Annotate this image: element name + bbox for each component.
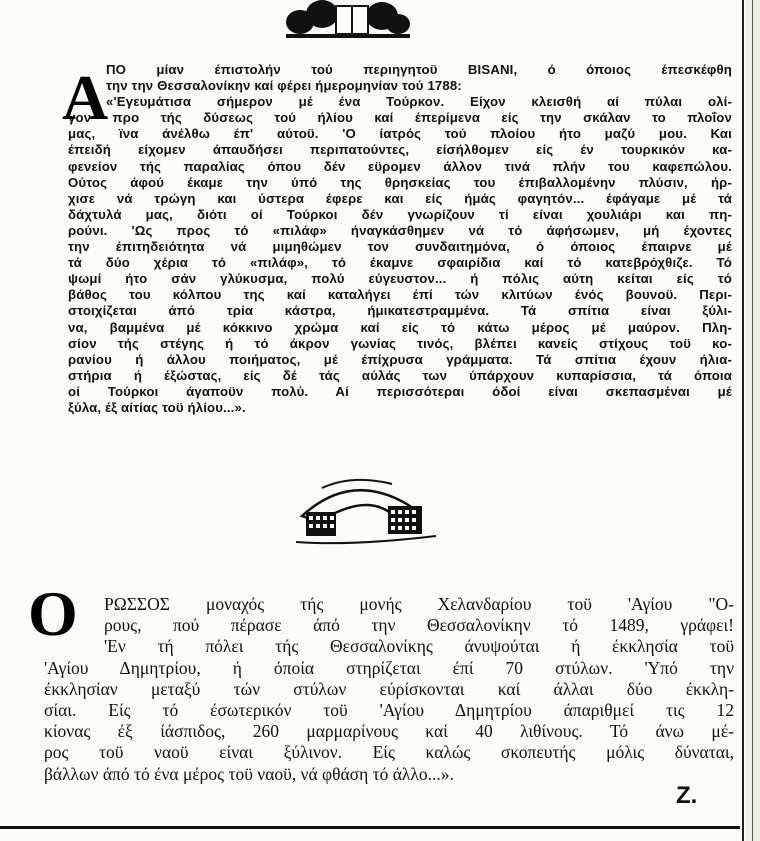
text-line: κίονας έξ ίάσπιδος, 260 μαρμαρίνους καί 40 λιθίνους. Τό άνω μέ- [44,721,734,742]
text-line: γον προ τής δύσεως τού ήλίου καί έπερίμενα είς την σκάλαν το πλοΐον [68,110,732,126]
text-line: 'Αγίου Δημητρίου, ή όποία στηρίζεται έπί 70 στύλων. 'Υπό την [44,657,734,678]
tree-ornament-icon [282,0,414,38]
article-paragraph-1 [68,62,732,416]
text-line: 'Εν τή πόλει τής Θεσσαλονίκης άνυψούται ή έκκλησία τοϋ [104,636,734,657]
text-line: φενείον τής παραλίας όπου δέν εϋρομεν άλλον τινά πλήν του καφεπώλου. [68,158,732,174]
text-line: στοιχίζεται άπό τρία κάστρα, ήμικατεστραμμένα. Τά σπίτια είναι ξύλι- [68,303,732,319]
text-line: έκκλησίαν μεταξύ τών στύλων εύρίσκονται καί άλλαι δύο έκκλη- [44,678,734,699]
dropcap-letter: Α [62,62,109,133]
dropcap-letter: Ο [28,578,78,649]
text-line: ψωμί ήτο σάν γλύκυσμα, πολύ εύγευστον... ή πόλις αύτη κείται είς τό [68,271,732,287]
text-line: οί Τούρκοι άγαποϋν πολύ. Αί περισσότεραι όδοί είναι σκεπασμέναι μέ [68,383,732,399]
text-line: ρους, πού πέρασε άπό την Θεσσαλονίκην τό 1489, γράφει! [104,615,734,636]
text-line: Ούτος άφού έκαμε την ύπό της θρησκείας του έπιβαλλομένην πλύσιν, ήρ- [68,174,732,190]
text-line: χισε νά τρώγη και ύστερα έφερε και είς ήμάς φαγητόν... έφάγαμε μέ τά [68,190,732,206]
author-signature: Ζ. [676,782,698,809]
page-edge-line [752,0,753,841]
text-line: ΠΟ μίαν έπιστολήν τού περιηγητοϋ BISANI, ό όποιος έπεσκέφθη [106,62,732,77]
text-line: ρούνι. 'Ως προς τό «πιλάφ» ήναγκάσθημεν νά τό άφήσωμεν, μή έχοντες [68,222,732,238]
text-line: ρος τοϋ ναοϋ είναι ξύλινον. Είς καλώς σκοπευτής μόλις δύναται, [44,742,734,763]
text-line: δάχτυλά μας, διότι οί Τούρκοι δέν γνωρίζουν τί είναι χουλιάρι και πη- [68,206,732,222]
text-line: την την Θεσσαλονίκην καί φέρει ήμερομηνίαν τού 1788: [106,78,462,94]
bridge-illustration-icon [292,476,440,546]
text-line: «'Εγευμάτισα σήμερον μέ ένα Τούρκον. Είχον κλεισθή αί πύλαι ολί- [106,94,732,110]
text-line: βάθος του κόλπου της καί καταλήγει έπί τών κλιτύων ένός βουνοϋ. Περι- [68,287,732,303]
text-line: την έπιτηδειότητα νά μιμηθώμεν τον συνδαιτημόνα, ό όποιος έπαιρνε μέ [68,239,732,255]
text-line: ξύλα, έξ αίτίας τοϋ ήλίου...». [68,399,246,415]
text-line: τά δύο χέρια τό «πιλάφ», τό έκαμνε σφαιρίδια καί τό κατεβρόχθιζε. Τό [68,255,732,271]
article-paragraph-2 [44,594,734,785]
text-line: σίον τής στέγης ή τό άκρον γωνίας τινός, βλέπει κανείς στίχους τοϋ κο- [68,335,732,351]
text-line: να, βαμμένα μέ κόκκινο χρώμα καί είς τό κάτω μέρος μέ μαύρον. Πλη- [68,319,732,335]
text-line: ρανίου ή άλλου ποιήματος, μέ έπίχρυσα γράμματα. Τά σπίτια έχουν ήλια- [68,351,732,367]
bottom-rule [0,826,740,829]
text-line: ΡΩΣΣΟΣ μοναχός τής μονής Χελανδαρίου τοϋ 'Αγίου "Ο- [104,594,734,614]
column-rule [742,0,744,841]
text-line: μας, ϊνα άνέλθω έπ' αύτοϋ. 'Ο ίατρός τού πλοίου ήτο μαζύ μου. Και [68,126,732,142]
text-line: έπειδή είχομεν άπαυδήσει περιπατούντες, είσήλθομεν είς έν τουρκικόν κα- [68,142,732,158]
text-line: στήρια ή έξώστας, είς δέ τάς αύλάς των ύπάρχουν κυπαρίσσια, τά όποια [68,367,732,383]
page-edge-strip [746,0,760,841]
text-line: σίαι. Είς τό έσωτερικόν τοϋ 'Αγίου Δημητρίου άπαριθμεί τις 12 [44,699,734,720]
text-line: βάλλων άπό τό ένα μέρος τοϋ ναοϋ, νά φθάση τό άλλο...». [44,763,454,784]
